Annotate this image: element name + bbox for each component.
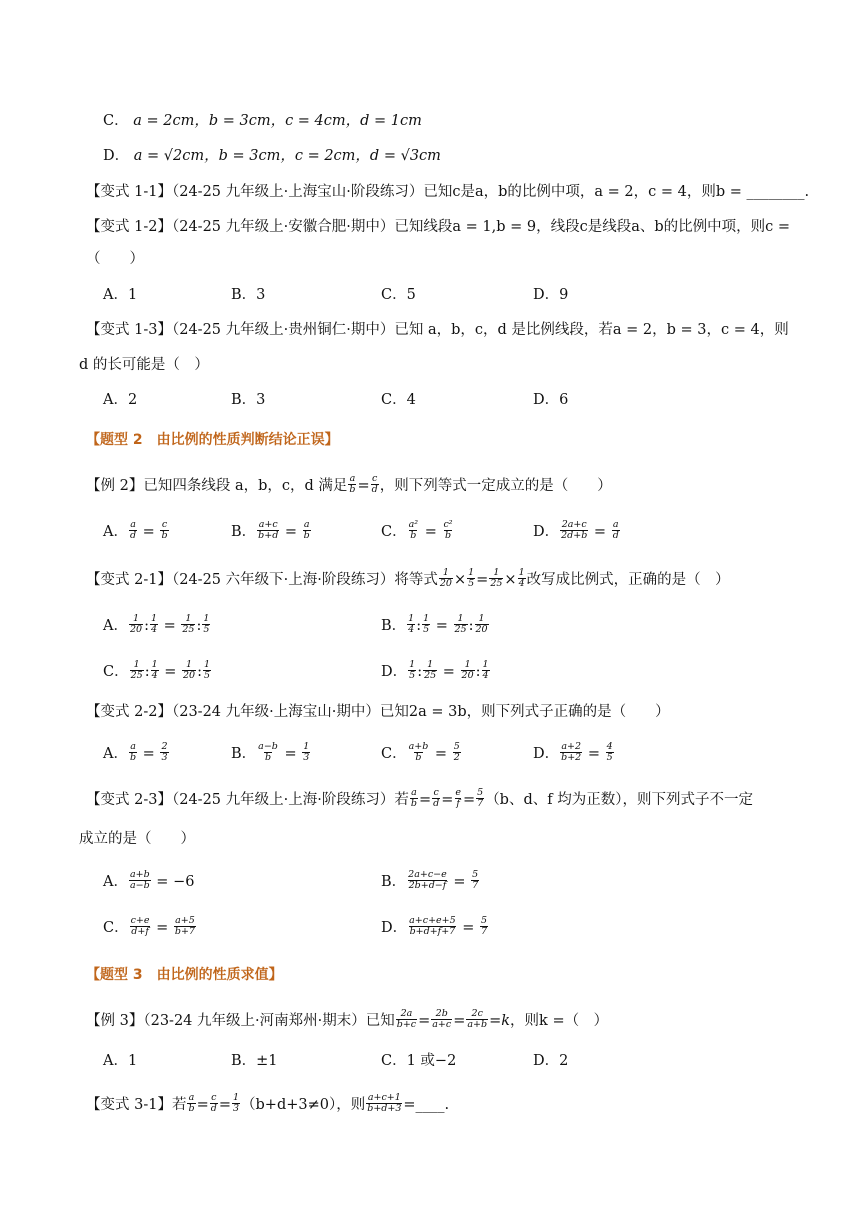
option-label: C． (381, 524, 407, 540)
question-stem-mid: （b+d+3≠0），则 (241, 1097, 366, 1113)
q1-option-c (103, 110, 422, 132)
question-tag: 【变式 1-2】 (86, 219, 172, 235)
question-tag: 【变式 1-1】 (86, 184, 172, 200)
question-tag: 【变式 2-3】 (86, 792, 172, 808)
v2-1-option-c: C． $\frac{1}{25}$ : $\frac{1}{4}$ = $\frac{1}{20}$ : $\frac{1}{5}$ (103, 658, 211, 681)
option-label: B． (231, 746, 257, 762)
question-stem: 若 (394, 792, 409, 808)
variant-2-3: 【变式 2-3】（24-25 九年级上·上海·阶段练习）若 $\frac{a}{b}$ = $\frac{c}{d}$ = $\frac{e}{f}$ = $\frac{5}{7}$ （b、d、f 均为正数），则下列式子不一定 (86, 786, 753, 809)
example-3: 【例 3】（23-24 九年级上·河南郑州·期末）已知 $\frac{2a}{b+c}$ = $\frac{2b}{a+c}$ = $\frac{2c}{a+b}$ =k，则k =（ ） (86, 1007, 609, 1030)
section-heading-3: 【题型 3 由比例的性质求值】 (86, 967, 283, 983)
ex3-option-a: A．1 (103, 1053, 138, 1069)
variant-2-2 (86, 701, 670, 723)
question-stem-end: ，则下列等式一定成立的是（ ） (379, 478, 612, 494)
v1-2-option-d: D．9 (533, 287, 569, 303)
v1-3-option-d: D．6 (533, 392, 569, 408)
fraction-a-b: $\frac{a}{b}$ (349, 472, 356, 495)
option-label: C． (103, 920, 129, 936)
variant-1-3-line2: d 的长可能是（ ） (79, 357, 209, 373)
v2-1-option-a: A． $\frac{1}{20}$ : $\frac{1}{4}$ = $\frac{1}{25}$ : $\frac{1}{5}$ (103, 612, 210, 635)
fraction-c-d: $\frac{c}{d}$ (371, 472, 378, 495)
ex2-option-c: C． $\frac{\text{a²}}{b}$ = $\frac{\text{c²}}{b}$ (381, 518, 453, 541)
variant-2-3-line2: 成立的是（ ） (79, 831, 195, 847)
option-text: a = √2cm，b = 3cm，c = 2cm，d = √3cm (133, 148, 441, 164)
ex2-option-a: A． $\frac{a}{d}$ = $\frac{c}{b}$ (103, 518, 168, 541)
variant-1-2-paren: （ ） (86, 251, 144, 267)
ex2-option-d: D． $\frac{2a+c}{2d+b}$ = $\frac{a}{d}$ (533, 518, 619, 541)
question-stem: 已知四条线段 a，b，c，d 满足 (143, 478, 348, 494)
question-stem: 已知 a，b，c，d 是比例线段，若a = 2，b = 3，c = 4，则 (394, 322, 789, 338)
question-stem: 已知 (365, 1013, 395, 1029)
question-tag: 【例 2】 (86, 478, 144, 494)
option-label: D． (533, 524, 560, 540)
question-tag: 【变式 2-2】 (86, 704, 172, 720)
option-label: A． (103, 874, 128, 890)
option-text: a = 2cm，b = 3cm，c = 4cm，d = 1cm (133, 113, 422, 129)
v1-2-option-a: A．1 (103, 287, 138, 303)
v1-2-option-b: B．3 (231, 287, 266, 303)
question-source: （24-25 六年级下·上海·阶段练习） (171, 572, 395, 588)
option-label: D． (381, 920, 408, 936)
section-heading-2: 【题型 2 由比例的性质判断结论正误】 (86, 432, 339, 448)
ex2-option-b: B． $\frac{a+c}{b+d}$ = $\frac{a}{b}$ (231, 518, 310, 541)
question-source: （24-25 九年级上·上海宝山·阶段练习） (171, 184, 424, 200)
option-label: A． (103, 618, 128, 634)
variant-1-2 (86, 216, 790, 238)
question-stem: 已知2a = 3b，则下列式子正确的是（ ） (379, 704, 670, 720)
question-source: （24-25 九年级上·上海·阶段练习） (171, 792, 395, 808)
question-source: （24-25 九年级上·安徽合肥·期中） (171, 219, 395, 235)
question-stem-end: ，则k =（ ） (510, 1013, 609, 1029)
question-source: （23-24 九年级上·河南郑州·期末） (143, 1013, 366, 1029)
option-label: D． (103, 148, 130, 164)
v2-1-option-b: B． $\frac{1}{4}$ : $\frac{1}{5}$ = $\frac{1}{25}$ : $\frac{1}{20}$ (381, 612, 488, 635)
q1-option-d (103, 145, 441, 167)
option-label: C． (381, 746, 407, 762)
option-label: C． (103, 664, 129, 680)
v2-2-option-a: A． $\frac{a}{b}$ = $\frac{2}{3}$ (103, 740, 168, 763)
variant-1-1 (86, 181, 809, 203)
v1-3-option-c: C．4 (381, 392, 416, 408)
question-tag: 【变式 2-1】 (86, 572, 172, 588)
option-label: A． (103, 746, 128, 762)
question-tag: 【例 3】 (86, 1013, 144, 1029)
question-stem: 已知c是a，b的比例中项，a = 2，c = 4，则b = ________. (423, 184, 810, 200)
option-label: D． (381, 664, 408, 680)
option-label: A． (103, 524, 128, 540)
variant-1-3 (86, 319, 789, 341)
option-label: B． (381, 874, 407, 890)
option-label: B． (231, 524, 257, 540)
option-label: D． (533, 746, 560, 762)
variant-2-1: 【变式 2-1】（24-25 六年级下·上海·阶段练习）将等式 $\frac{1}{20}$ × $\frac{1}{5}$ = $\frac{1}{25}$ × $\frac{1}{4}$ 改写成比例式，正确的是（ ） (86, 566, 730, 589)
question-tag: 【变式 1-3】 (86, 322, 172, 338)
v1-2-option-c: C．5 (381, 287, 416, 303)
v1-3-option-b: B．3 (231, 392, 266, 408)
question-stem: 若 (171, 1097, 187, 1113)
question-stem-end: =____. (403, 1097, 450, 1113)
ex3-option-d: D．2 (533, 1053, 569, 1069)
option-label: C． (103, 113, 129, 129)
v1-3-option-a: A．2 (103, 392, 138, 408)
question-stem-end: 改写成比例式，正确的是（ ） (526, 572, 730, 588)
v2-2-option-b: B． $\frac{a-b}{b}$ = $\frac{1}{3}$ (231, 740, 310, 763)
v2-3-option-c: C． $\frac{c+e}{d+f}$ = $\frac{a+5}{b+7}$ (103, 914, 195, 937)
question-tag: 【变式 3-1】 (86, 1097, 172, 1113)
v2-1-option-d: D． $\frac{1}{5}$ : $\frac{1}{25}$ = $\frac{1}{20}$ : $\frac{1}{4}$ (381, 658, 489, 681)
ex3-option-b: B．±1 (231, 1053, 278, 1069)
v2-3-option-b: B． $\frac{2a+c-e}{2b+d-f}$ = $\frac{5}{7}$ (381, 868, 479, 891)
example-2: 【例 2】已知四条线段 a，b，c，d 满足 $\frac{a}{b}$ = $\frac{c}{d}$ ，则下列等式一定成立的是（ ） (86, 472, 612, 495)
v2-2-option-c: C． $\frac{a+b}{b}$ = $\frac{5}{2}$ (381, 740, 460, 763)
question-stem: 将等式 (394, 572, 438, 588)
question-source: （24-25 九年级上·贵州铜仁·期中） (171, 322, 395, 338)
v2-3-option-a: A． $\frac{a+b}{a-b}$ = −6 (103, 868, 195, 891)
question-stem: 已知线段a = 1,b = 9，线段c是线段a、b的比例中项，则c = (394, 219, 791, 235)
question-source: （23-24 九年级·上海宝山·期中） (171, 704, 380, 720)
v2-3-option-d: D． $\frac{a+c+e+5}{b+d+f+7}$ = $\frac{5}{7}$ (381, 914, 488, 937)
variant-3-1: 【变式 3-1】若 $\frac{a}{b}$ = $\frac{c}{d}$ = $\frac{1}{3}$ （b+d+3≠0），则 $\frac{a+c+1}{b+d+3}$ =____. (86, 1091, 450, 1114)
ex3-option-c: C．1 或−2 (381, 1053, 457, 1069)
option-label: B． (381, 618, 407, 634)
question-stem-end: （b、d、f 均为正数），则下列式子不一定 (485, 792, 753, 808)
v2-2-option-d: D． $\frac{a+2}{b+2}$ = $\frac{4}{5}$ (533, 740, 613, 763)
